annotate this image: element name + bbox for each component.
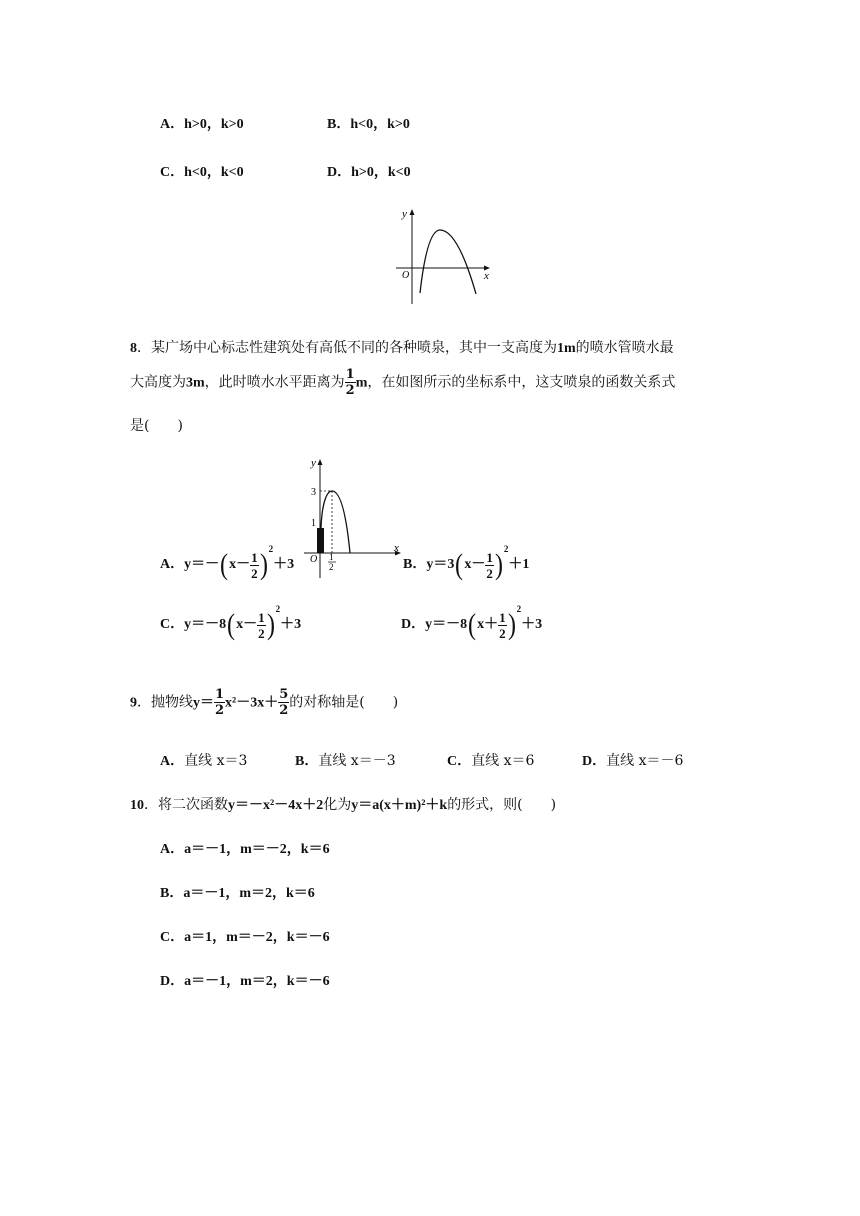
tick-1-label: 1 — [311, 518, 316, 529]
q9-option-a: A．直线 x＝3 — [160, 753, 248, 769]
half-frac-denominator: 2 — [329, 562, 334, 572]
y-axis-arrow — [318, 459, 323, 465]
q8-option-a: A．y＝－(x－ $\frac{1}{2}$ )$^2$＋3 — [160, 544, 295, 581]
q10-option-c: C．a＝1，m＝－2，k＝－6 — [160, 930, 330, 945]
parabola-curve — [420, 230, 476, 294]
tick-3-label: 3 — [311, 487, 316, 498]
origin-label: O — [310, 554, 318, 565]
q8-option-c: C．y＝－8(x－ $\frac{1}{2}$ )$^2$＋3 — [160, 604, 302, 641]
q8-fountain-graph — [300, 452, 410, 580]
q8-line3: 是( ) — [130, 418, 183, 434]
q9-stem: 9．抛物线y＝ $\frac{1}{2}$ x²－3x＋ $\frac{5}{2}$ 的对称轴是( ) — [130, 687, 399, 718]
q7-option-a: A．h>0，k>0 — [160, 117, 244, 132]
q7-option-b: B．h<0，k>0 — [327, 117, 410, 132]
q9-option-d: D．直线 x＝－6 — [582, 753, 684, 769]
q9-option-c: C．直线 x＝6 — [447, 753, 535, 769]
q8-line2: 大高度为3m，此时喷水水平距离为 $\frac{1}{2}$ m，在如图所示的坐标系中，这支喷泉的函数关系式 — [130, 367, 676, 398]
half-frac-numerator: 1 — [329, 552, 334, 562]
q10-option-a: A．a＝－1，m＝－2，k＝6 — [160, 842, 330, 857]
y-axis-arrow — [410, 209, 415, 215]
fountain-curve — [321, 491, 350, 553]
q10-option-d: D．a＝－1，m＝2，k＝－6 — [160, 974, 330, 989]
origin-label: O — [402, 270, 410, 281]
q8-option-b: B．y＝3(x－ $\frac{1}{2}$ )$^2$＋1 — [403, 544, 530, 581]
y-axis-label: y — [311, 457, 316, 469]
x-axis-label: x — [394, 542, 399, 554]
q7-option-c: C．h<0，k<0 — [160, 165, 244, 180]
q8-line1: 8．某广场中心标志性建筑处有高低不同的各种喷泉，其中一支高度为1m的喷水管喷水最 — [130, 340, 674, 356]
q8-option-d: D．y＝－8(x＋ $\frac{1}{2}$ )$^2$＋3 — [401, 604, 543, 641]
y-axis-label: y — [402, 208, 407, 220]
q10-stem: 10．将二次函数y＝－x²－4x＋2化为y＝a(x＋m)²＋k的形式，则( ) — [130, 797, 557, 813]
water-pipe — [317, 528, 324, 553]
q7-option-d: D．h>0，k<0 — [327, 165, 411, 180]
q7-parabola-graph — [390, 200, 500, 308]
q10-option-b: B．a＝－1，m＝2，k＝6 — [160, 886, 315, 901]
x-axis-label: x — [484, 270, 489, 282]
q8-fraction: $\frac{1}{2}$ — [345, 367, 355, 398]
q9-option-b: B．直线 x＝－3 — [295, 753, 396, 769]
